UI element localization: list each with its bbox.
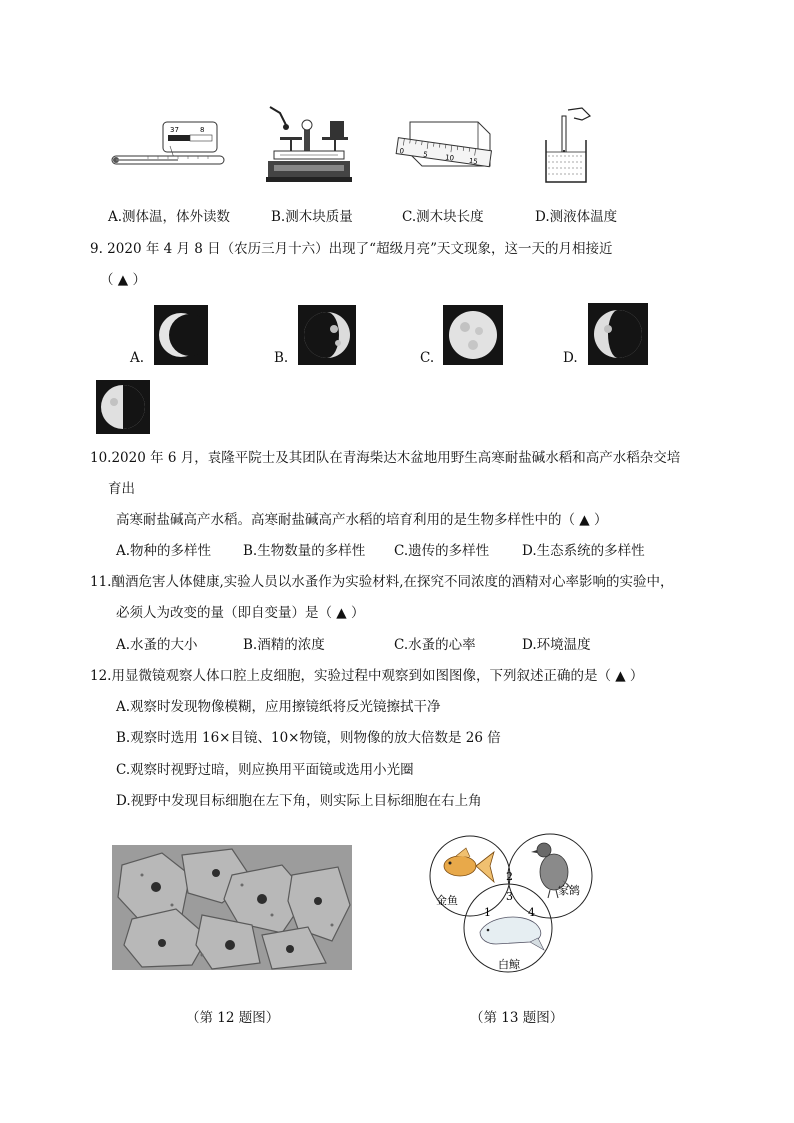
q10-option-a: A.物种的多样性 xyxy=(116,543,212,559)
q10-option-d: D.生态系统的多样性 xyxy=(522,543,645,559)
venn-number-2: 2 xyxy=(506,870,513,883)
q12-option-d: D.视野中发现目标细胞在左下角，则实际上目标细胞在右上角 xyxy=(116,793,482,809)
venn-number-1: 1 xyxy=(484,906,491,919)
ruler-mark-15: 15 xyxy=(468,156,479,166)
q11-option-a: A.水蚤的大小 xyxy=(116,637,198,653)
q12-option-b: B.观察时选用 16×目镜、10×物镜，则物像的放大倍数是 26 倍 xyxy=(116,730,501,746)
q9-label-d: D. xyxy=(563,350,578,366)
cheek-cells-micrograph xyxy=(112,845,352,970)
q8-option-a: A.测体温，体外读数 xyxy=(108,209,231,225)
thermo-mark-8: 8 xyxy=(200,126,205,134)
q10-stem-line3: 高寒耐盐碱高产水稻。高寒耐盐碱高产水稻的培育利用的是生物多样性中的（ ▲ ） xyxy=(116,512,608,528)
venn-label-beluga: 白鲸 xyxy=(498,958,520,971)
q12-stem-line1: 12.用显微镜观察人体口腔上皮细胞，实验过程中观察到如图图像，下列叙述正确的是（ ▲ ） xyxy=(90,668,644,684)
q10-stem-line2: 育出 xyxy=(108,481,135,497)
q10-option-c: C.遗传的多样性 xyxy=(394,543,490,559)
q9-label-c: C. xyxy=(420,350,435,366)
q9-label-b: B. xyxy=(274,350,289,366)
q10-stem-line1: 10.2020 年 6 月，袁隆平院士及其团队在青海柴达木盆地用野生高寒耐盐碱水稻和高产水稻杂交培 xyxy=(90,450,681,466)
thermometer-figure xyxy=(108,118,228,173)
beluga-image xyxy=(480,917,544,950)
goldfish-image xyxy=(444,848,494,882)
moon-last-quarter-image xyxy=(96,380,150,434)
venn-label-pigeon: 家鸽 xyxy=(558,884,580,897)
q8-option-d: D.测液体温度 xyxy=(535,209,618,225)
q9-stem-line2: （ ▲ ） xyxy=(100,272,146,288)
moon-gibbous-image xyxy=(298,305,356,365)
q8-option-c: C.测木块长度 xyxy=(402,209,484,225)
venn-label-goldfish: 金鱼 xyxy=(436,894,458,907)
q11-option-d: D.环境温度 xyxy=(522,637,591,653)
q12-option-c: C.观察时视野过暗，则应换用平面镜或选用小光圈 xyxy=(116,762,414,778)
moon-full-image xyxy=(443,305,503,365)
moon-waning-gibbous-image xyxy=(588,303,648,365)
fig12-caption: （第 12 题图） xyxy=(186,1010,280,1026)
fig13-caption: （第 13 题图） xyxy=(470,1010,564,1026)
beaker-thermometer-figure xyxy=(538,106,594,186)
q12-option-a: A.观察时发现物像模糊，应用擦镜纸将反光镜擦拭干净 xyxy=(116,699,441,715)
thermo-mark-37: 37 xyxy=(170,126,179,134)
venn-number-3: 3 xyxy=(506,890,513,903)
q11-stem-line1: 11.酗酒危害人体健康,实验人员以水蚤作为实验材料,在探究不同浓度的酒精对心率影响的实验中， xyxy=(90,574,674,590)
ruler-mark-0: 0 xyxy=(399,147,405,156)
ruler-mark-5: 5 xyxy=(422,150,429,159)
balance-figure xyxy=(260,103,352,185)
ruler-block-figure xyxy=(392,118,494,180)
q9-stem-line1: 9. 2020 年 4 月 8 日（农历三月十六）出现了“超级月亮”天文现象，这一天的月相接近 xyxy=(90,241,613,257)
venn-diagram xyxy=(418,828,602,974)
moon-crescent-image xyxy=(154,305,208,365)
q11-option-b: B.酒精的浓度 xyxy=(243,637,325,653)
q11-option-c: C.水蚤的心率 xyxy=(394,637,476,653)
ruler-mark-10: 10 xyxy=(444,153,455,163)
venn-number-4: 4 xyxy=(528,906,535,919)
q9-label-a: A. xyxy=(130,350,145,366)
q10-option-b: B.生物数量的多样性 xyxy=(243,543,366,559)
q8-option-b: B.测木块质量 xyxy=(271,209,353,225)
q11-stem-line2: 必须人为改变的量（即自变量）是（ ▲ ） xyxy=(116,605,365,621)
